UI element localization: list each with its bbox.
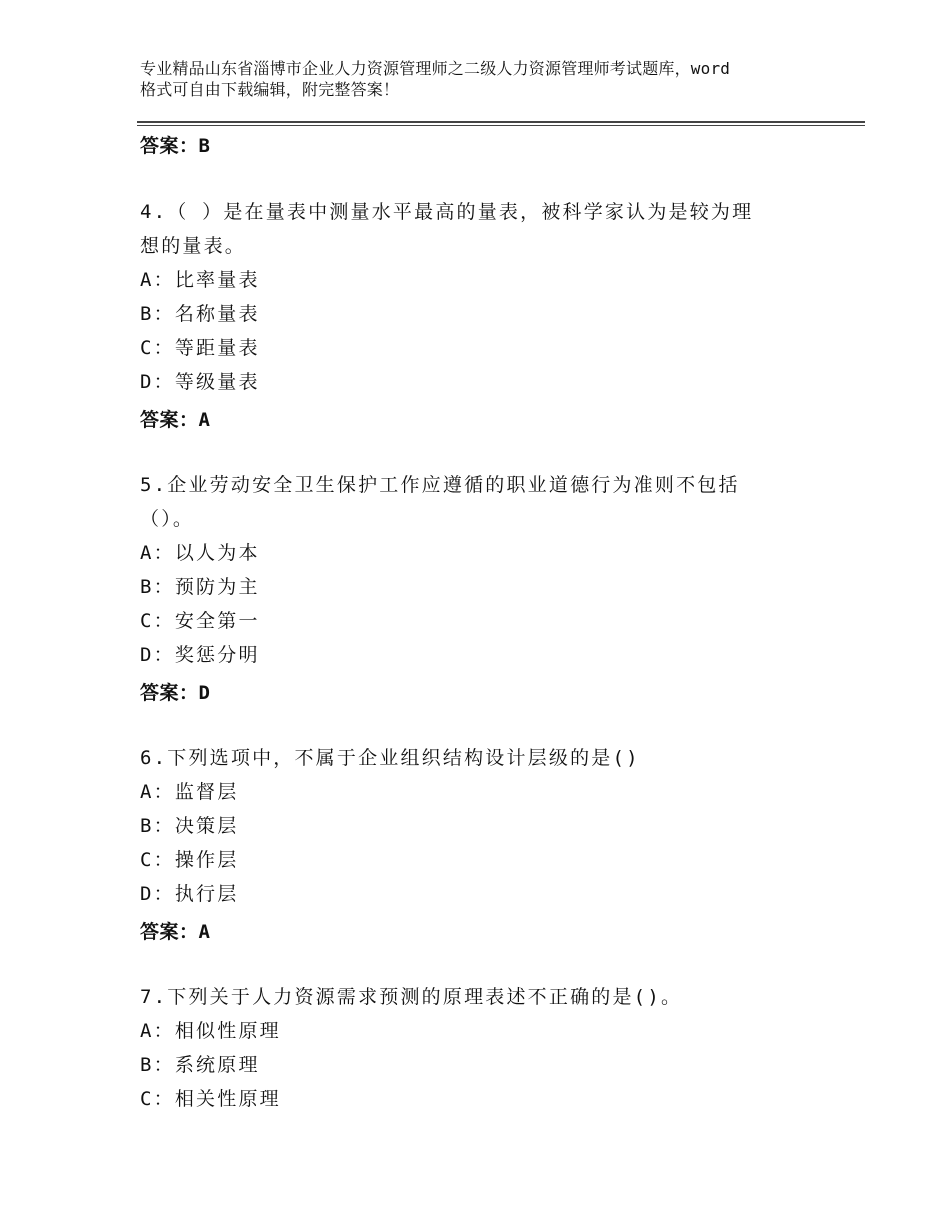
question-6 — [140, 741, 820, 911]
question-5 — [140, 468, 820, 672]
question-stem-line: 4.（ ）是在量表中测量水平最高的量表，被科学家认为是较为理 — [140, 201, 754, 223]
header-line-1: 专业精品山东省淄博市企业人力资源管理师之二级人力资源管理师考试题库，word — [140, 59, 731, 78]
option-b: B：决策层 — [140, 815, 239, 837]
question-4 — [140, 195, 820, 399]
option-b: B：名称量表 — [140, 303, 260, 325]
question-stem-line: 5.企业劳动安全卫生保护工作应遵循的职业道德行为准则不包括 — [140, 474, 740, 496]
option-d: D：执行层 — [140, 883, 239, 905]
option-d: D：奖惩分明 — [140, 644, 260, 666]
option-c: C：安全第一 — [140, 610, 260, 632]
option-c: C：等距量表 — [140, 337, 260, 359]
answer-q3: 答案：B — [140, 135, 211, 157]
option-a: A：比率量表 — [140, 269, 260, 291]
option-c: C：相关性原理 — [140, 1088, 281, 1110]
option-b: B：预防为主 — [140, 576, 260, 598]
option-a: A：相似性原理 — [140, 1020, 281, 1042]
option-d: D：等级量表 — [140, 371, 260, 393]
question-stem-line: 6.下列选项中，不属于企业组织结构设计层级的是() — [140, 747, 640, 769]
question-stem-line: 7.下列关于人力资源需求预测的原理表述不正确的是()。 — [140, 986, 683, 1008]
answer-q5: 答案：D — [140, 682, 211, 704]
question-7 — [140, 980, 820, 1116]
option-a: A：以人为本 — [140, 542, 260, 564]
option-c: C：操作层 — [140, 849, 239, 871]
header-line-2: 格式可自由下载编辑，附完整答案！ — [140, 80, 400, 99]
answer-q6: 答案：A — [140, 921, 211, 943]
question-stem-line: （）。 — [140, 508, 195, 530]
question-stem-line: 想的量表。 — [140, 235, 247, 257]
option-b: B：系统原理 — [140, 1054, 260, 1076]
header-divider — [137, 121, 865, 123]
document-header — [140, 58, 830, 100]
option-a: A：监督层 — [140, 781, 239, 803]
answer-q4: 答案：A — [140, 409, 211, 431]
